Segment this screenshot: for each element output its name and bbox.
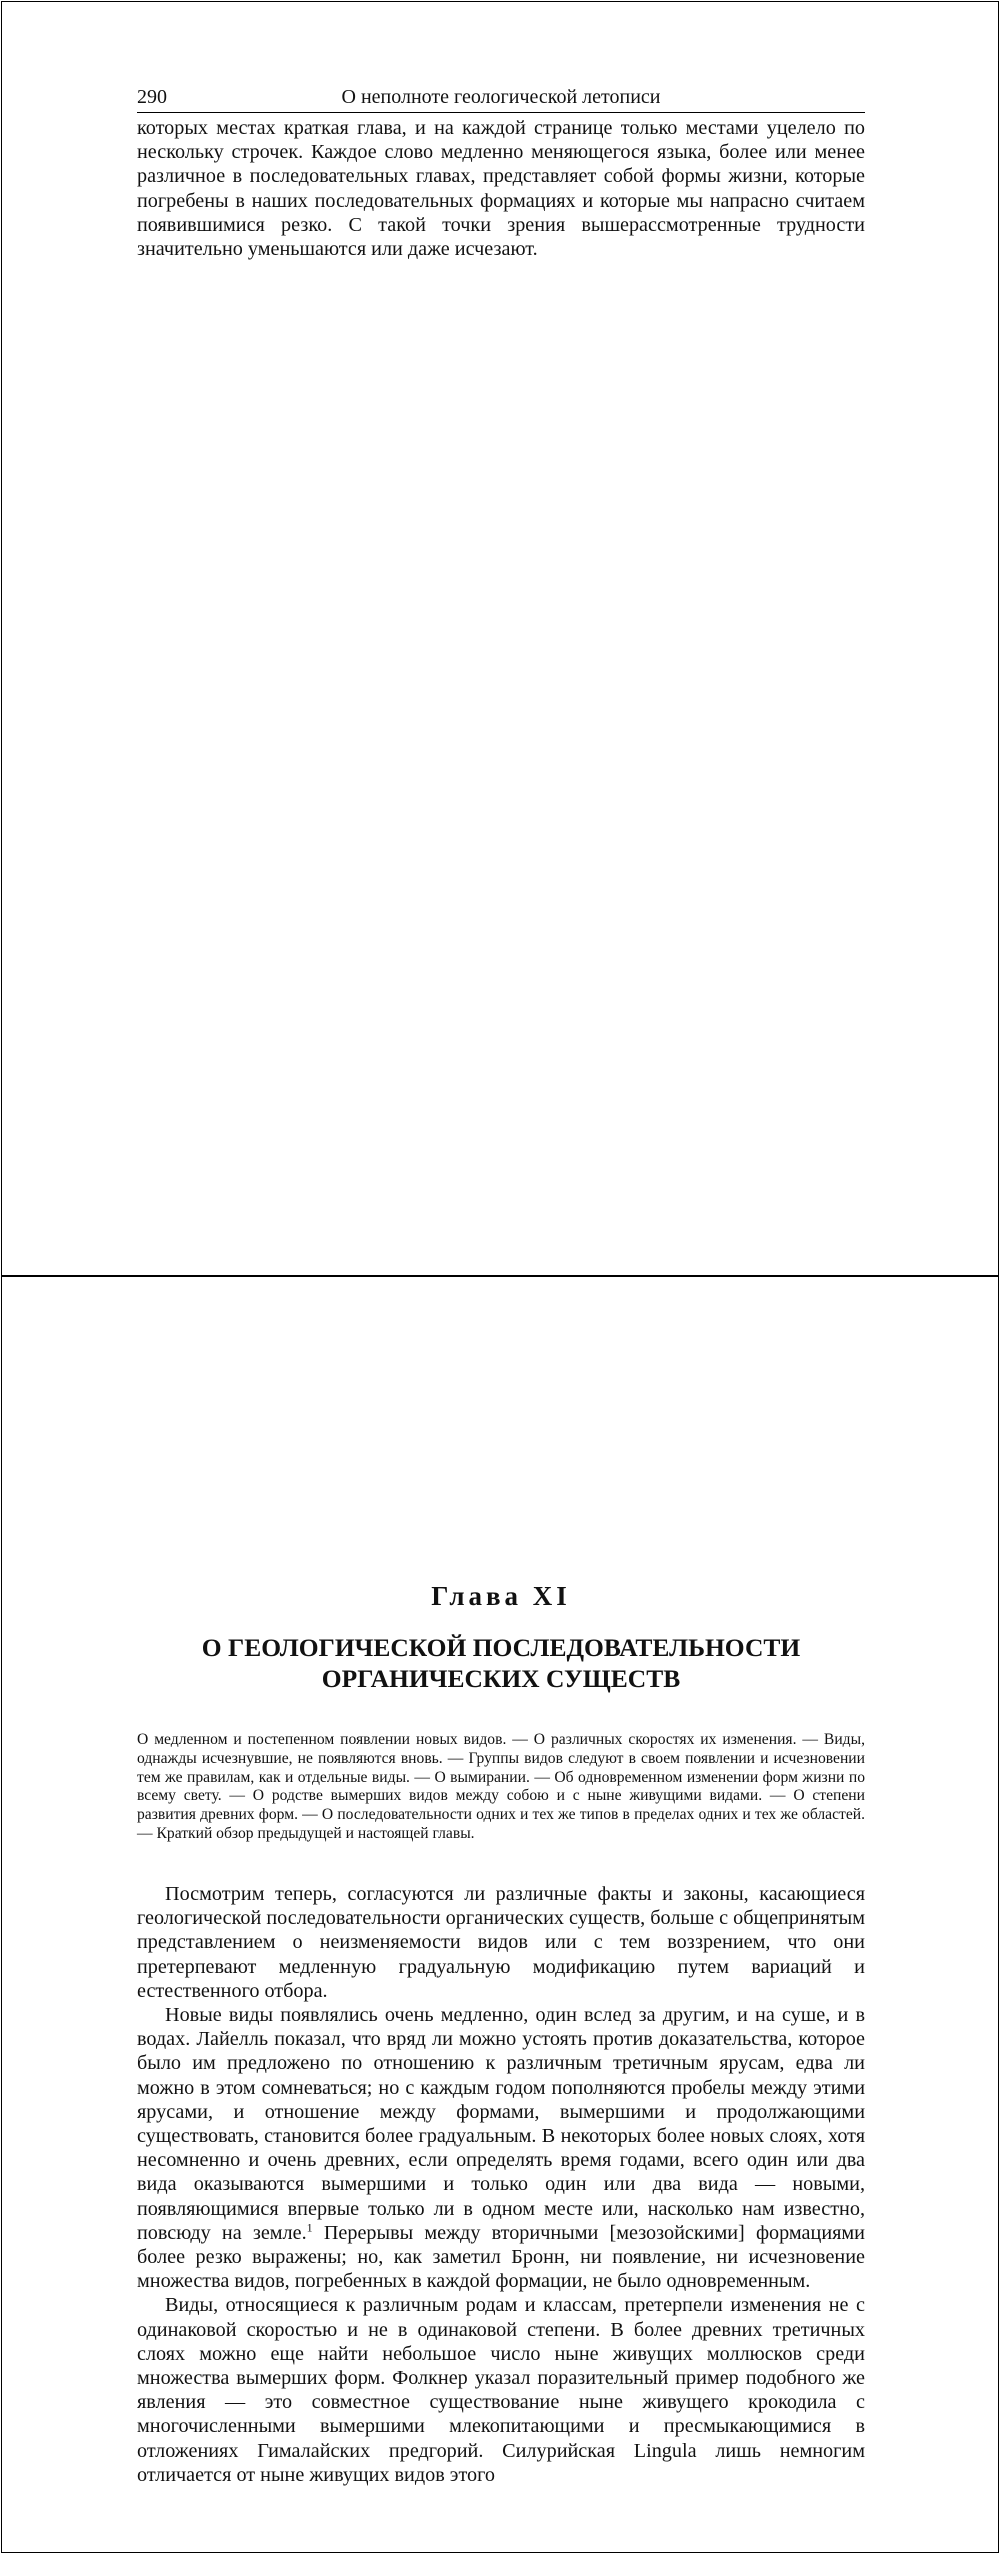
running-title: О неполноте геологической летописи [341, 86, 661, 108]
page1-paragraph: которых местах краткая глава, и на каждой странице только местами уцелело по нескольку строчек. Каждое слово медленно меняющегося языка, более или менее различное в последовательных главах, представляет собой формы жизни, которые погребены в наших последовательных формациях и которые мы напрасно считаем появившимися резко. С такой точки зрения вышерассмотренные трудности значительно уменьшаются или даже исчезают. [137, 117, 865, 261]
paragraph-2-tail: Перерывы между вторичными [мезозойскими] формациями более резко выражены; но, как заметил Бронн, ни появление, ни исчезновение множества видов, погребенных в каждой формации, не было одновременным. [137, 2221, 865, 2293]
running-head [137, 82, 865, 113]
chapter-summary-text: О медленном и постепенном появлении новых видов. — О различных скоростях их изменения. — Виды, однажды исчезнувшие, не появляются вновь. — Группы видов следуют в своем появлении и исчезновении тем же правилам, как и отдельные виды. — О вымирании. — Об одновременном изменении форм жизни по всему свету. — О родстве вымерших видов между собою и с ныне живущими видами. — О степени развития древних форм. — О последовательности одних и тех же типов в пределах одних и тех же областей. — Краткий обзор предыдущей и настоящей главы. [137, 1731, 865, 1842]
paragraph-3: Виды, относящиеся к различным родам и классам, претерпели изменения не с одинаковой скоростью и не в одинаковой степени. В более древних третичных слоях можно еще найти небольшое число ныне живущих моллюсков среди множества вымерших форм. Фолкнер указал поразительный пример подобного же явления — это совместное существование ныне живущего крокодила с многочисленными вымершими млекопитающими и пресмыкающимися в отложениях Гималайских предгорий. Силурийская Lingula лишь немногим отличается от ныне живущих видов этого [137, 2294, 865, 2486]
page2-body [137, 1882, 865, 2487]
chapter-summary [137, 1731, 865, 1844]
page-number: 290 [137, 86, 167, 108]
footnote-marker: 1 [306, 2220, 313, 2235]
paragraph-2 [137, 2003, 865, 2293]
chapter-title-line1: О ГЕОЛОГИЧЕСКОЙ ПОСЛЕДОВАТЕЛЬНОСТИ [201, 1633, 801, 1662]
page1-body [137, 116, 865, 261]
paragraph-2-main: Новые виды появлялись очень медленно, один вслед за другим, и на суше, и в водах. Лайелль показал, что вряд ли можно устоять против доказательства, которое было им предложено по отношению к различным третичным ярусам, едва ли можно в этом сомневаться; но с каждым годом пополняются пробелы между этими ярусами, и отношение между формами, вымершими и продолжающими существовать, становится более градуальным. В некоторых более новых слоях, хотя несомненно и очень древних, если определять время годами, всего один или два вида оказываются вымершими и только один или два вида — новыми, появляющимися впервые только ли в одном месте или, насколько нам известно, повсюду на земле. [137, 2004, 865, 2244]
paragraph-1: Посмотрим теперь, согласуются ли различные факты и законы, касающиеся геологической последовательности органических существ, больше с общепринятым представлением о неизменяемости видов или с тем воззрением, что они претерпевают медленную градуальную модификацию путем вариаций и естественного отбора. [137, 1883, 865, 2002]
chapter-number: Глава XI [431, 1581, 571, 1611]
chapter-title-line2: ОРГАНИЧЕСКИХ СУЩЕСТВ [321, 1664, 681, 1693]
chapter-title [137, 1632, 865, 1694]
